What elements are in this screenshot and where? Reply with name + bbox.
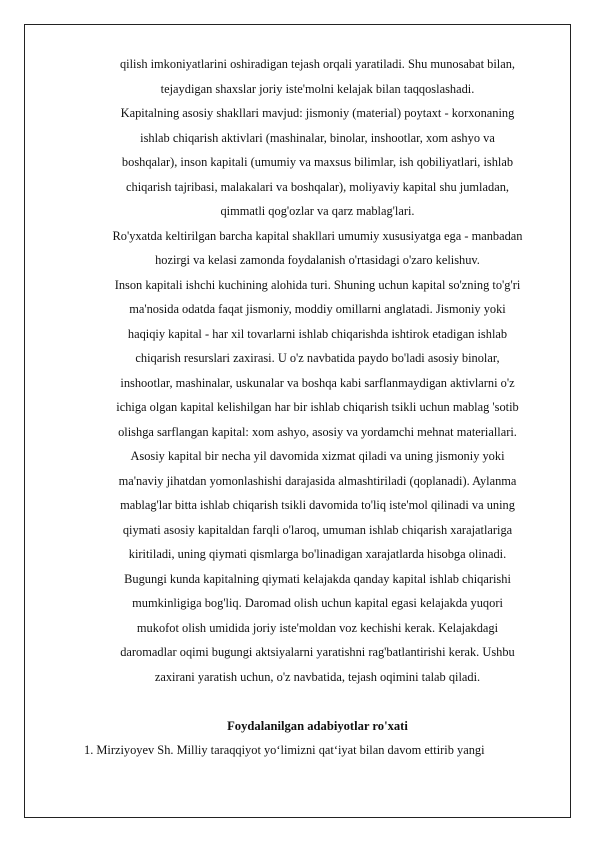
- document-body: [84, 52, 551, 763]
- body-line: Bugungi kunda kapitalning qiymati kelajakda qanday kapital ishlab chiqarishi: [124, 571, 511, 586]
- body-line: Kapitalning asosiy shakllari mavjud: jismoniy (material) poytaxt - korxonaning: [120, 106, 515, 120]
- body-line: Asosiy kapital bir necha yil davomida xizmat qiladi va uning jismoniy yoki: [130, 449, 505, 463]
- body-line: qiymati asosiy kapitaldan farqli o'laroq, umuman ishlab chiqarish xarajatlariga: [122, 522, 513, 537]
- references-list: [84, 738, 551, 763]
- spacer: [84, 689, 551, 714]
- reference-item: 1. Mirziyoyev Sh. Milliy taraqqiyot yo‘limizni qat‘iyat bilan davom ettirib yangi: [84, 743, 485, 757]
- body-line: tejaydigan shaxslar joriy iste'molni kelajak bilan taqqoslashadi.: [160, 81, 475, 96]
- body-line: zaxirani yaratish uchun, o'z navbatida, tejash oqimini talab qiladi.: [154, 669, 481, 684]
- body-line: hozirgi va kelasi zamonda foydalanish o'rtasidagi o'zaro kelishuv.: [155, 253, 480, 267]
- body-line: ma'naviy jihatdan yomonlashishi darajasida almashtiriladi (qoplanadi). Aylanma: [118, 473, 517, 488]
- body-line: mablag'lar bitta ishlab chiqarish tsikli davomida to'liq iste'mol qilinadi va uning: [120, 498, 515, 512]
- body-line: ichiga olgan kapital kelishilgan har bir ishlab chiqarish tsikli uchun mablag 'sotib: [116, 400, 519, 414]
- body-line: inshootlar, mashinalar, uskunalar va boshqa kabi sarflanmaydigan aktivlarni o'z: [120, 375, 515, 390]
- body-line: Ro'yxatda keltirilgan barcha kapital shakllari umumiy xususiyatga ega - manbadan: [112, 228, 523, 243]
- body-line: boshqalar), inson kapitali (umumiy va maxsus bilimlar, ish qobiliyatlari, ishlab: [121, 155, 514, 169]
- body-line: haqiqiy kapital - har xil tovarlarni ishlab chiqarishda ishtirok etadigan ishlab: [127, 326, 508, 341]
- body-line: Inson kapitali ishchi kuchining alohida turi. Shuning uchun kapital so'zning to'g'ri: [114, 277, 521, 292]
- body-line: kiritiladi, uning qiymati qismlarga bo'linadigan xarajatlarda hisobga olinadi.: [128, 547, 507, 561]
- body-line: chiqarish resurslari zaxirasi. U o'z navbatida paydo bo'ladi asosiy binolar,: [135, 351, 500, 365]
- body-line: mukofot olish umidida joriy iste'moldan voz kechishi kerak. Kelajakdagi: [136, 620, 499, 635]
- references-heading: Foydalanilgan adabiyotlar ro'xati: [227, 718, 408, 733]
- body-line: ishlab chiqarish aktivlari (mashinalar, binolar, inshootlar, xom ashyo va: [140, 130, 495, 145]
- body-line: daromadlar oqimi bugungi aktsiyalarni yaratishni rag'batlantirishi kerak. Ushbu: [120, 645, 515, 659]
- body-line: olishga sarflangan kapital: xom ashyo, asosiy va yordamchi mehnat materiallari.: [118, 424, 517, 439]
- body-line: chiqarish tajribasi, malakalari va boshqalar), moliyaviy kapital shu jumladan,: [126, 179, 509, 194]
- body-line: ma'nosida odatda faqat jismoniy, moddiy omillarni anglatadi. Jismoniy yoki: [129, 302, 506, 316]
- body-line: mumkinligiga bog'liq. Daromad olish uchun kapital egasi kelajakda yuqori: [132, 596, 503, 610]
- body-text: [84, 52, 551, 689]
- body-line: qimmatli qog'ozlar va qarz mablag'lari.: [220, 204, 415, 218]
- body-line: qilish imkoniyatlarini oshiradigan tejash orqali yaratiladi. Shu munosabat bilan,: [119, 57, 516, 71]
